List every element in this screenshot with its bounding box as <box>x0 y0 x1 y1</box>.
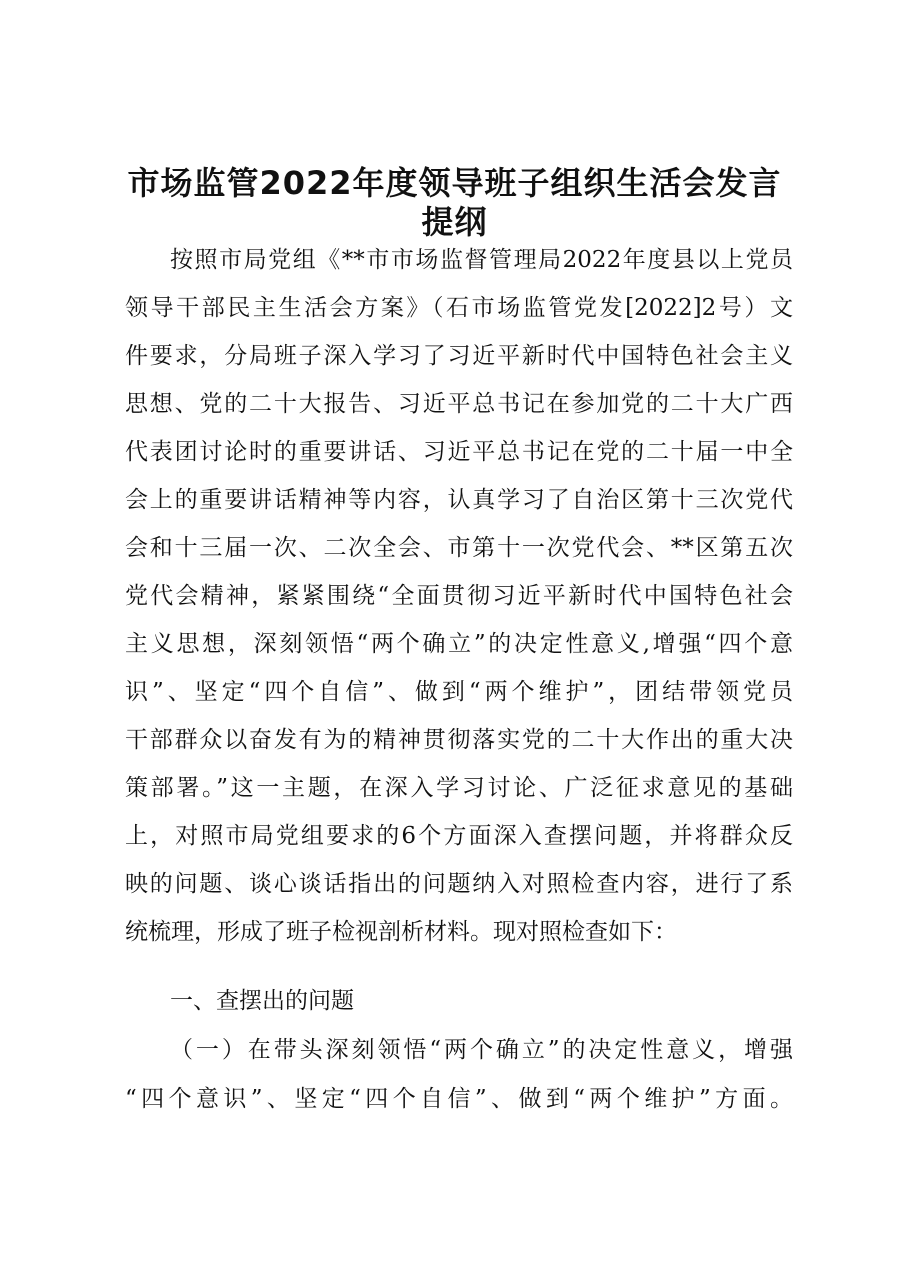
paragraph-line: 领导干部民主生活会方案》（石市场监管党发[2022]2号）文 <box>125 295 793 321</box>
paragraph-line: 干部群众以奋发有为的精神贯彻落实党的二十大作出的重大决 <box>125 727 793 753</box>
paragraph-line: 识”、坚定“四个自信”、做到“两个维护”，团结带领党员 <box>125 679 793 705</box>
document-title-line-1: 市场监管2022年度领导班子组织生活会发言 <box>127 164 782 202</box>
subsection-heading-line-2: “四个意识”、坚定“四个自信”、做到“两个维护”方面。 <box>125 1086 793 1112</box>
paragraph-line: 件要求，分局班子深入学习了习近平新时代中国特色社会主义 <box>125 343 793 369</box>
paragraph-line: 主义思想，深刻领悟“两个确立”的决定性意义,增强“四个意 <box>125 631 793 657</box>
section-heading: 一、查摆出的问题 <box>170 988 354 1014</box>
paragraph-line: 会上的重要讲话精神等内容，认真学习了自治区第十三次党代 <box>125 487 793 513</box>
paragraph-line: 会和十三届一次、二次全会、市第十一次党代会、**区第五次 <box>125 535 793 561</box>
subsection-heading-line-1: （一）在带头深刻领悟“两个确立”的决定性意义，增强 <box>170 1037 793 1063</box>
paragraph-line: 上，对照市局党组要求的6个方面深入查摆问题，并将群众反 <box>125 823 793 849</box>
document-title-line-2: 提纲 <box>421 203 488 241</box>
paragraph-line: 思想、党的二十大报告、习近平总书记在参加党的二十大广西 <box>125 391 793 417</box>
paragraph-line: 策部署。”这一主题，在深入学习讨论、广泛征求意见的基础 <box>125 775 793 801</box>
paragraph-line: 代表团讨论时的重要讲话、习近平总书记在党的二十届一中全 <box>125 439 793 465</box>
paragraph-line: 党代会精神，紧紧围绕“全面贯彻习近平新时代中国特色社会 <box>125 583 793 609</box>
paragraph-line: 映的问题、谈心谈话指出的问题纳入对照检查内容，进行了系 <box>125 871 793 897</box>
paragraph-line: 统梳理，形成了班子检视剖析材料。现对照检查如下： <box>125 919 677 945</box>
paragraph-line: 按照市局党组《**市市场监督管理局2022年度县以上党员 <box>170 247 793 273</box>
